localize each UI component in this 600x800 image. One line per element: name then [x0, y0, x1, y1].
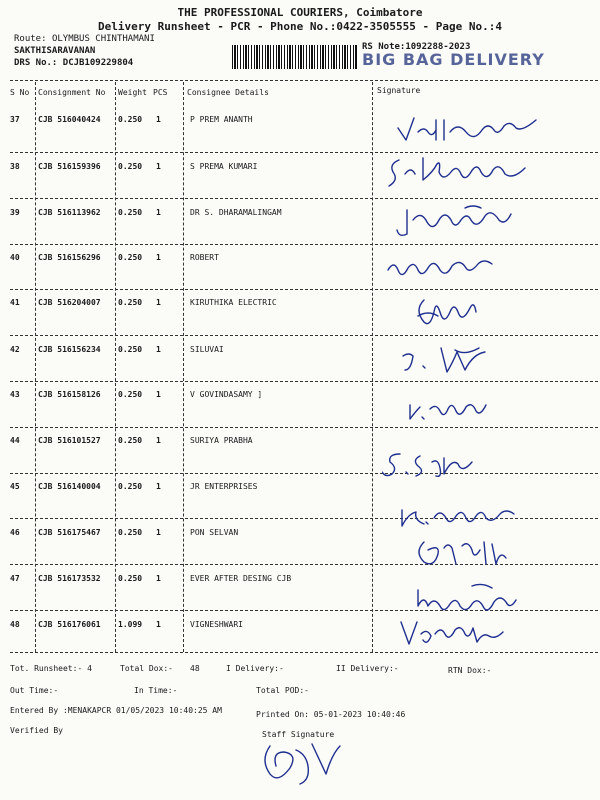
- signature-40: [382, 252, 502, 282]
- signature-39: [395, 202, 535, 242]
- row-consignee: KIRUTHIKA ELECTRIC: [190, 298, 277, 307]
- row-sno: 39: [10, 208, 20, 217]
- rs-note: RS Note:1092288-2023: [362, 42, 471, 52]
- rtn-dox: RTN Dox:-: [448, 666, 492, 675]
- column-divider: [183, 82, 184, 652]
- tot-runsheet: Tot. Runsheet:- 4: [10, 664, 92, 673]
- row-weight: 0.250: [118, 162, 143, 171]
- row-consignee: P PREM ANANTH: [190, 115, 253, 124]
- row-consignee: S PREMA KUMARI: [190, 162, 258, 171]
- out-time: Out Time:-: [10, 686, 59, 695]
- row-consignment-no: CJB 516113962: [38, 208, 101, 217]
- row-sno: 41: [10, 298, 20, 307]
- signature-48: [395, 614, 515, 654]
- row-sno: 48: [10, 620, 20, 629]
- printed-on: Printed On: 05-01-2023 10:40:46: [256, 710, 406, 719]
- row-weight: 0.250: [118, 253, 143, 262]
- signature-41: [410, 290, 490, 336]
- column-divider: [372, 82, 373, 652]
- row-weight: 0.250: [118, 574, 143, 583]
- row-pcs: 1: [156, 298, 161, 307]
- row-weight: 0.250: [118, 390, 143, 399]
- row-consignment-no: CJB 516040424: [38, 115, 101, 124]
- row-weight: 0.250: [118, 436, 143, 445]
- document-title: THE PROFESSIONAL COURIERS, Coimbatore: [177, 6, 423, 19]
- row-weight: 0.250: [118, 345, 143, 354]
- row-consignee: VIGNESHWARI: [190, 620, 243, 629]
- row-pcs: 1: [156, 345, 161, 354]
- col-consignment-header: Consignment No: [38, 88, 106, 97]
- row-sno: 46: [10, 528, 20, 537]
- row-divider: [10, 244, 598, 245]
- barcode: [232, 45, 358, 69]
- row-consignee: JR ENTERPRISES: [190, 482, 258, 491]
- row-pcs: 1: [156, 436, 161, 445]
- row-pcs: 1: [156, 115, 161, 124]
- signature-45: [396, 500, 516, 530]
- signature-43: [404, 397, 494, 423]
- row-sno: 38: [10, 162, 20, 171]
- ii-delivery: II Delivery:-: [336, 664, 399, 673]
- signature-38: [385, 152, 555, 188]
- row-weight: 1.099: [118, 620, 143, 629]
- row-pcs: 1: [156, 528, 161, 537]
- signature-37: [390, 110, 550, 150]
- total-pod: Total POD:-: [256, 686, 309, 695]
- route-row: [14, 34, 155, 44]
- column-divider: [35, 82, 36, 652]
- column-divider: [115, 82, 116, 652]
- row-consignment-no: CJB 516158126: [38, 390, 101, 399]
- row-consignment-no: CJB 516101527: [38, 436, 101, 445]
- row-pcs: 1: [156, 162, 161, 171]
- row-sno: 37: [10, 115, 20, 124]
- signature-44: [382, 446, 482, 478]
- row-divider: [10, 198, 598, 199]
- footer-divider: [10, 652, 598, 653]
- row-consignee: PON SELVAN: [190, 528, 239, 537]
- row-divider: [10, 289, 598, 290]
- row-consignment-no: CJB 516156234: [38, 345, 101, 354]
- signature-47: [412, 580, 532, 614]
- row-sno: 44: [10, 436, 20, 445]
- big-bag-delivery-stamp: BIG BAG DELIVERY: [362, 50, 545, 69]
- staff-name: SAKTHISARAVANAN: [14, 46, 96, 56]
- row-pcs: 1: [156, 208, 161, 217]
- row-consignment-no: CJB 516159396: [38, 162, 101, 171]
- row-weight: 0.250: [118, 208, 143, 217]
- col-consignee-header: Consignee Details: [187, 88, 269, 97]
- row-pcs: 1: [156, 574, 161, 583]
- route-label: Route:: [14, 34, 47, 44]
- row-weight: 0.250: [118, 482, 143, 491]
- row-pcs: 1: [156, 620, 161, 629]
- row-pcs: 1: [156, 390, 161, 399]
- col-sno-header: S No: [10, 88, 30, 97]
- drs-label: DRS No.:: [14, 58, 58, 68]
- header-top-divider: [10, 80, 598, 81]
- row-consignment-no: CJB 516140004: [38, 482, 101, 491]
- entered-by: Entered By :MENAKAPCR 01/05/2023 10:40:25 AM: [10, 706, 222, 715]
- row-pcs: 1: [156, 253, 161, 262]
- document-subtitle: Delivery Runsheet - PCR - Phone No.:0422-3505555 - Page No.:4: [98, 20, 502, 33]
- row-consignee: SURIYA PRABHA: [190, 436, 253, 445]
- row-divider: [10, 427, 598, 428]
- row-consignee: DR S. DHARAMALINGAM: [190, 208, 282, 217]
- row-consignee: EVER AFTER DESING CJB: [190, 574, 292, 583]
- row-sno: 43: [10, 390, 20, 399]
- staff-signature-label: Staff Signature: [262, 730, 335, 739]
- drs-row: [14, 58, 133, 68]
- row-consignee: V GOVINDASAMY ]: [190, 390, 263, 399]
- in-time: In Time:-: [134, 686, 178, 695]
- col-pcs-header: PCS: [153, 88, 168, 97]
- total-dox-value: 48: [190, 664, 200, 673]
- row-sno: 45: [10, 482, 20, 491]
- row-divider: [10, 473, 598, 474]
- drs-value: DCJB109229804: [62, 58, 134, 68]
- row-sno: 40: [10, 253, 20, 262]
- row-weight: 0.250: [118, 115, 143, 124]
- route-value: OLYMBUS CHINTHAMANI: [51, 34, 155, 44]
- verified-by: Verified By: [10, 726, 63, 735]
- signature-46: [410, 536, 510, 572]
- row-sno: 42: [10, 345, 20, 354]
- row-divider: [10, 335, 598, 336]
- row-sno: 47: [10, 574, 20, 583]
- row-consignment-no: CJB 516173532: [38, 574, 101, 583]
- row-consignment-no: CJB 516204007: [38, 298, 101, 307]
- row-consignee: ROBERT: [190, 253, 219, 262]
- row-weight: 0.250: [118, 528, 143, 537]
- row-consignment-no: CJB 516176061: [38, 620, 101, 629]
- row-divider: [10, 381, 598, 382]
- row-weight: 0.250: [118, 298, 143, 307]
- total-dox-label: Total Dox:-: [120, 664, 173, 673]
- staff-signature: [256, 740, 346, 790]
- row-consignment-no: CJB 516175467: [38, 528, 101, 537]
- col-weight-header: Weight: [118, 88, 147, 97]
- col-signature-header: Signature: [377, 86, 421, 95]
- row-consignee: SILUVAI: [190, 345, 224, 354]
- row-consignment-no: CJB 516156296: [38, 253, 101, 262]
- row-pcs: 1: [156, 482, 161, 491]
- i-delivery: I Delivery:-: [226, 664, 284, 673]
- signature-42: [395, 340, 505, 378]
